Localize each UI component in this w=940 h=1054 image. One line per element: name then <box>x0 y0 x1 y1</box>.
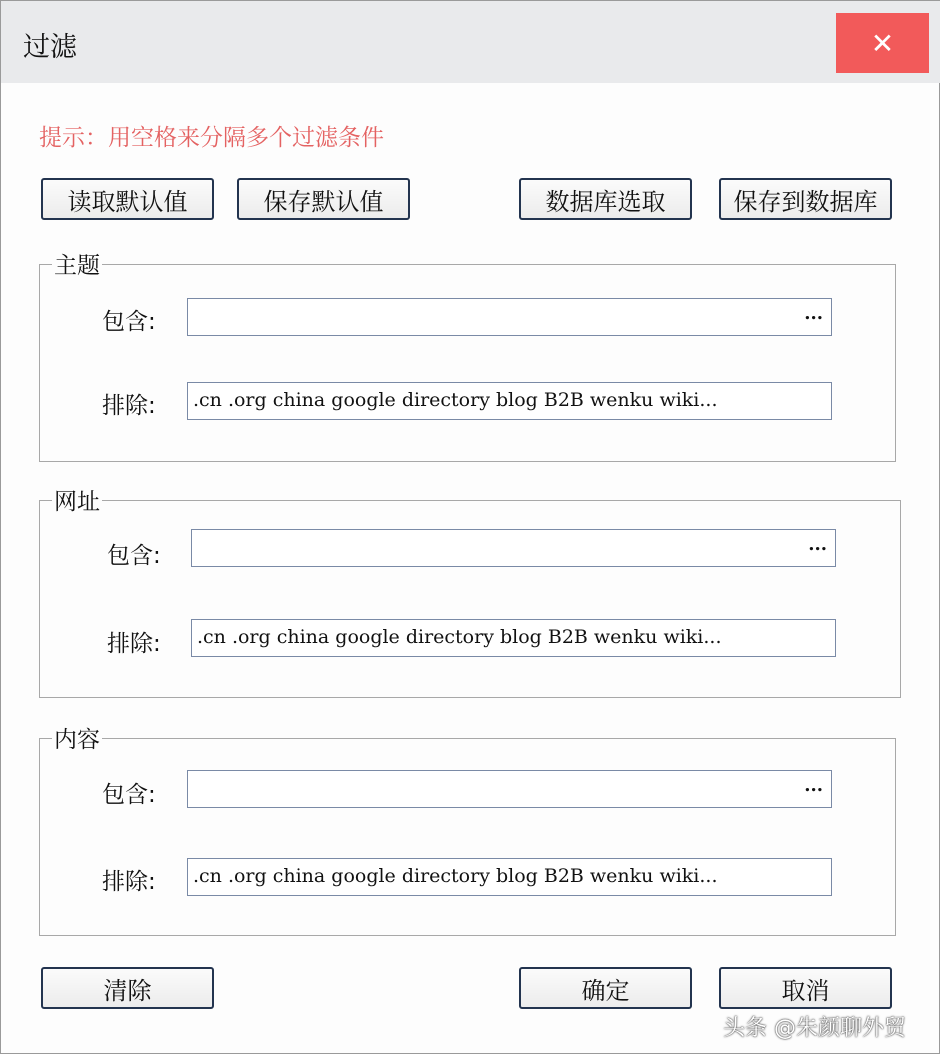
subject-exclude-input[interactable]: .cn .org china google directory blog B2B wenku wiki... <box>187 382 832 420</box>
url-exclude-input[interactable]: .cn .org china google directory blog B2B wenku wiki... <box>191 619 836 657</box>
group-title: 网址 <box>52 483 102 516</box>
save-default-button[interactable]: 保存默认值 <box>237 178 410 220</box>
content-include-input[interactable] <box>187 770 832 808</box>
close-button[interactable]: ✕ <box>836 13 929 73</box>
subject-include-input[interactable] <box>187 298 832 336</box>
include-label: 包含: <box>102 309 156 335</box>
save-to-database-button[interactable]: 保存到数据库 <box>719 178 892 220</box>
hint-text: 提示：用空格来分隔多个过滤条件 <box>39 125 384 151</box>
content-exclude-input[interactable]: .cn .org china google directory blog B2B wenku wiki... <box>187 858 832 896</box>
clear-button[interactable]: 清除 <box>41 967 214 1009</box>
subject-group <box>39 253 896 462</box>
exclude-label: 排除: <box>102 869 156 895</box>
more-button[interactable]: ... <box>804 303 823 324</box>
url-group <box>39 489 901 698</box>
content-group <box>39 727 896 936</box>
exclude-label: 排除: <box>102 393 156 419</box>
window-title: 过滤 <box>23 32 77 63</box>
watermark: 头条 @朱颜聊外贸 <box>723 1016 906 1041</box>
more-button[interactable]: ... <box>808 534 827 555</box>
database-select-button[interactable]: 数据库选取 <box>519 178 692 220</box>
group-title: 主题 <box>52 247 102 280</box>
cancel-button[interactable]: 取消 <box>719 967 892 1009</box>
include-label: 包含: <box>107 543 161 569</box>
exclude-label: 排除: <box>107 631 161 657</box>
ok-button[interactable]: 确定 <box>519 967 692 1009</box>
load-default-button[interactable]: 读取默认值 <box>41 178 214 220</box>
include-label: 包含: <box>102 782 156 808</box>
url-include-input[interactable] <box>191 529 836 567</box>
title-bar <box>1 1 940 83</box>
group-title: 内容 <box>52 721 102 754</box>
more-button[interactable]: ... <box>804 775 823 796</box>
